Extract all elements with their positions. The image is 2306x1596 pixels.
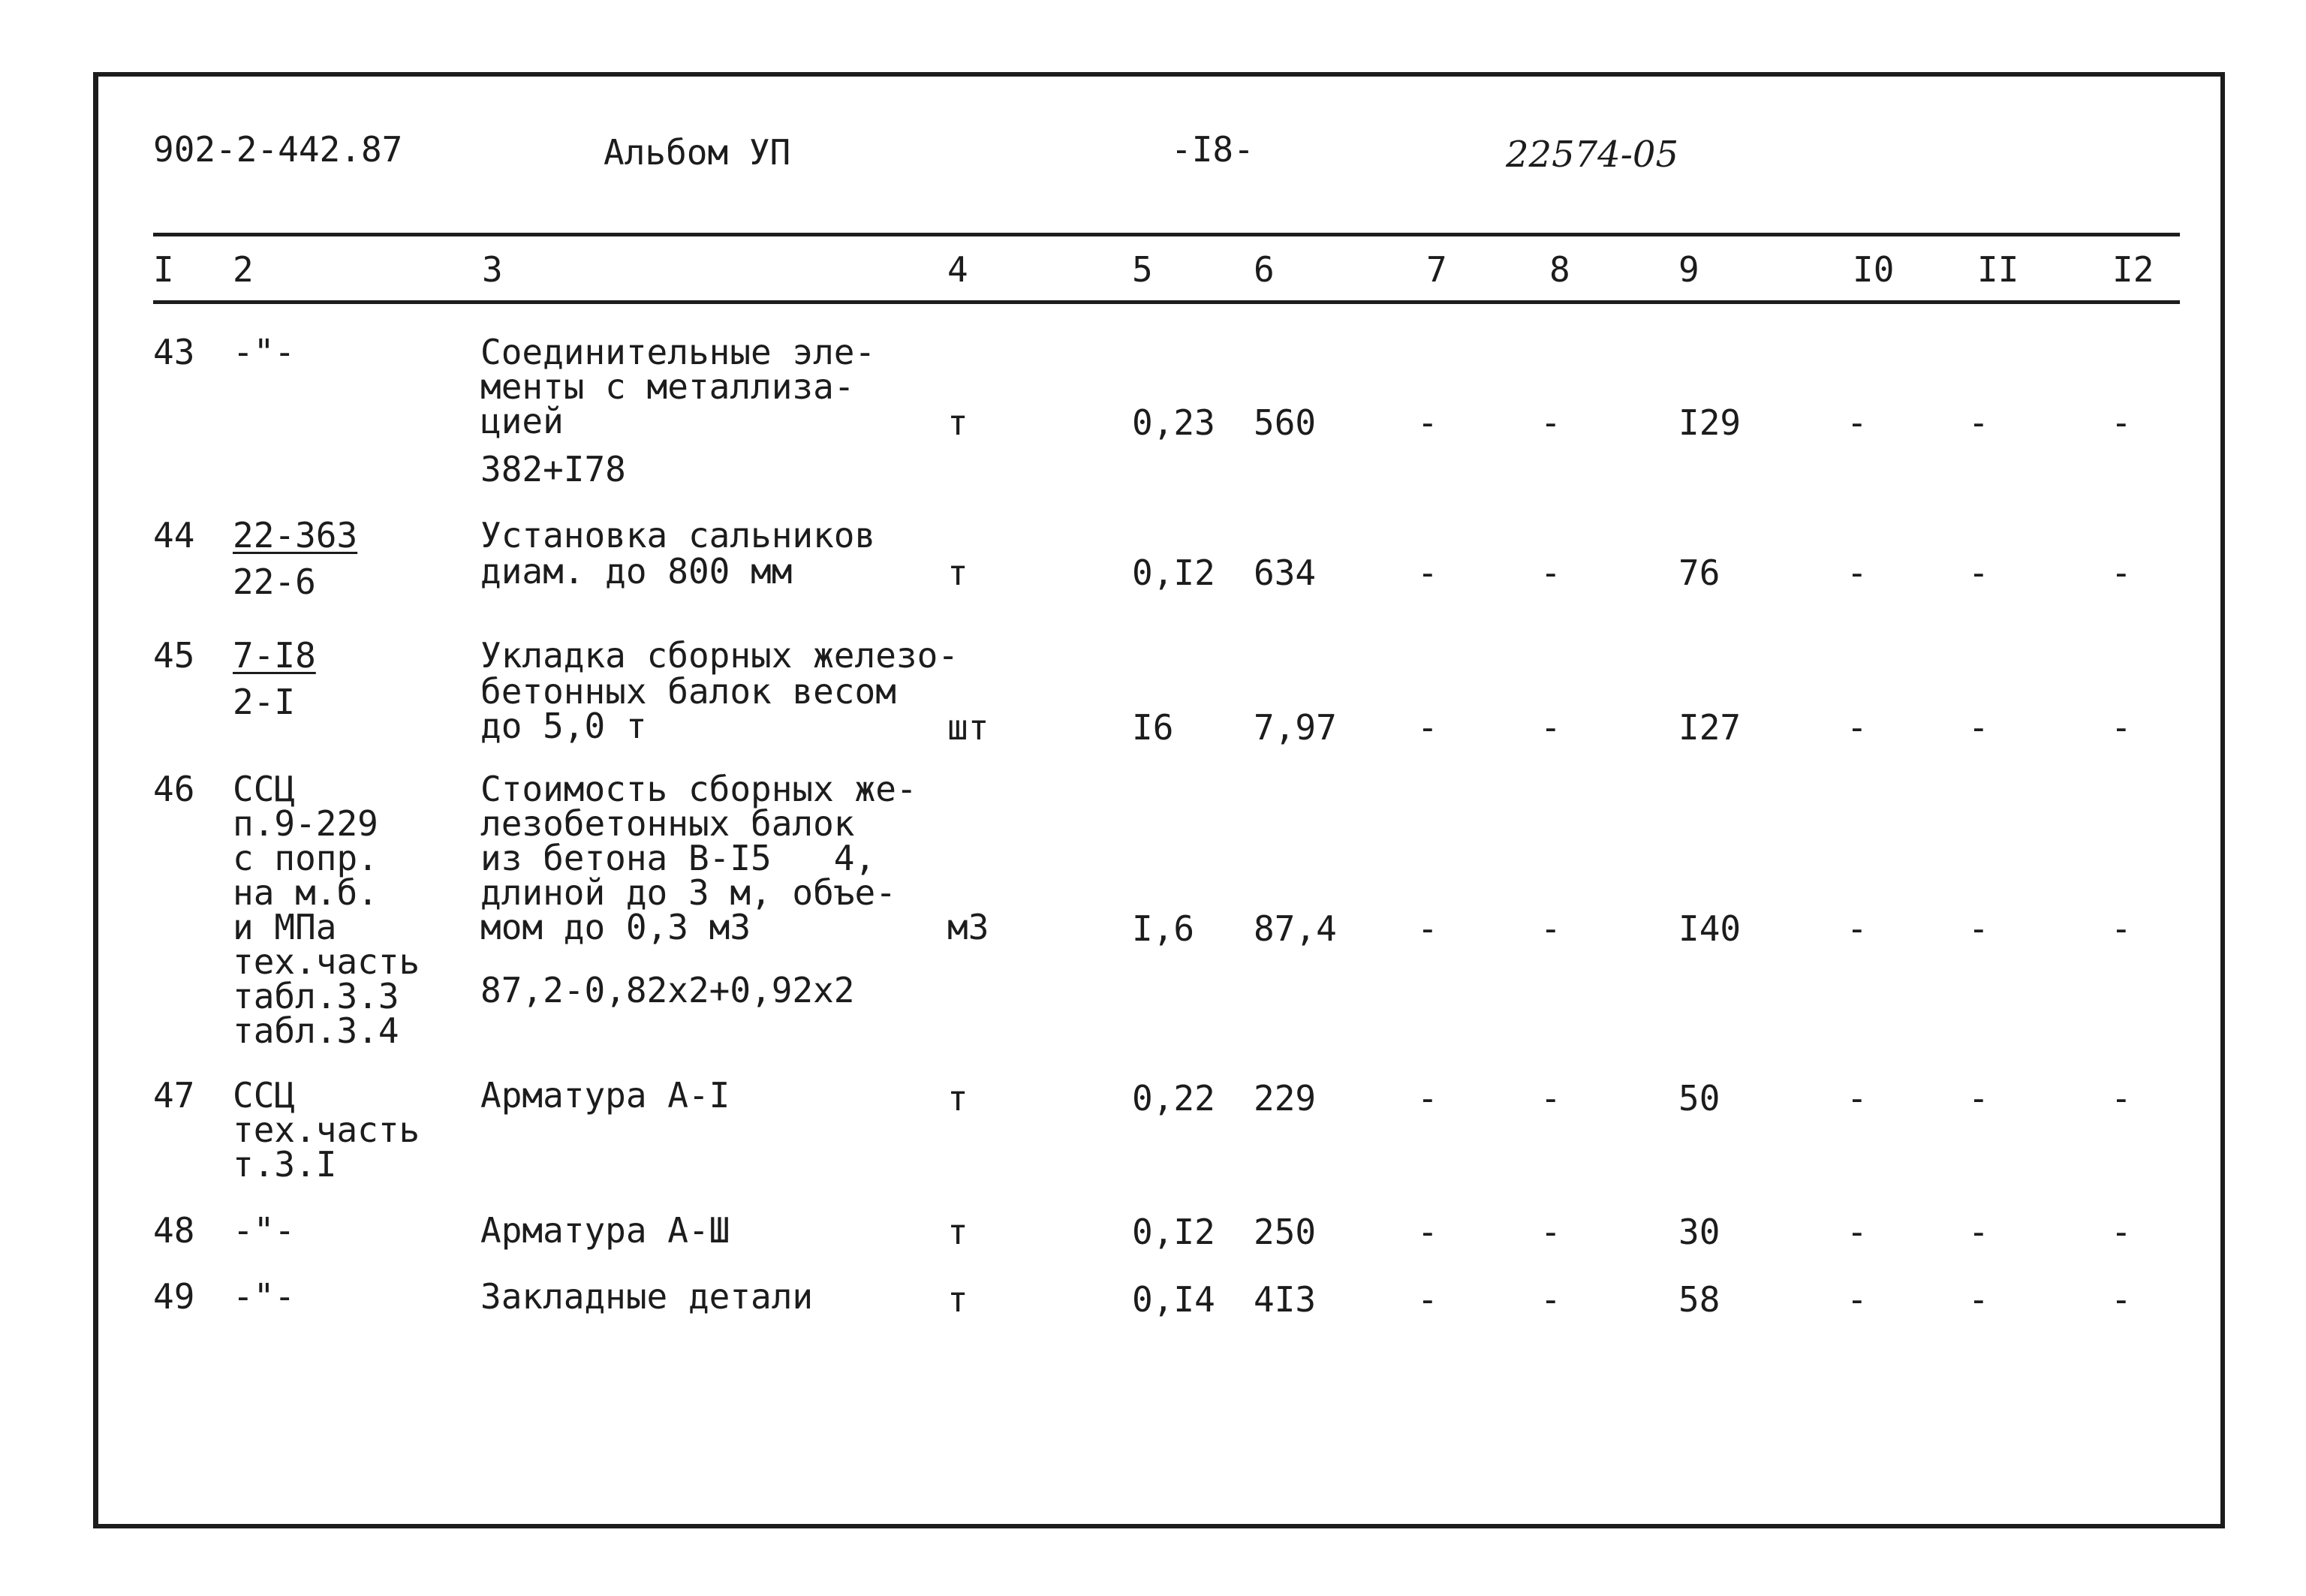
code-numerator: 22-363	[233, 515, 358, 556]
unit-cell: т	[947, 1078, 968, 1119]
column-header: 3	[482, 249, 503, 290]
dash-cell: -	[1968, 1279, 1989, 1320]
album-label: Альбом УП	[604, 132, 791, 173]
dash-cell: -	[1847, 908, 1868, 949]
dash-cell: -	[1968, 1212, 1989, 1252]
price-cell: 7,97	[1254, 707, 1337, 748]
code-line: и МПа	[233, 907, 337, 947]
dash-cell: -	[1540, 707, 1561, 748]
ditto-mark: -"-	[233, 1210, 296, 1251]
code-line: ССЦ	[233, 769, 296, 809]
dash-cell: -	[1417, 1279, 1438, 1320]
dash-cell: -	[1417, 707, 1438, 748]
total-cell: 58	[1678, 1279, 1720, 1320]
total-cell: I40	[1678, 908, 1742, 949]
dash-cell: -	[2111, 707, 2132, 748]
calculation-formula: 87,2-0,82х2+0,92х2	[480, 970, 855, 1010]
row-number: 47	[153, 1075, 195, 1116]
unit-cell: м3	[947, 907, 989, 947]
code-line: тех.часть	[233, 941, 420, 982]
description-line: Арматура А-Ш	[480, 1210, 730, 1251]
description-line: Соединительные эле-	[480, 332, 876, 372]
description-line: бетонных балок весом	[480, 671, 896, 712]
total-cell: 50	[1678, 1078, 1720, 1119]
code-line: т.3.I	[233, 1144, 337, 1185]
description-line: Арматура А-I	[480, 1075, 730, 1116]
price-cell: 87,4	[1254, 908, 1337, 949]
dash-cell: -	[1847, 1279, 1868, 1320]
code-line: на м.б.	[233, 872, 378, 913]
dash-cell: -	[1968, 908, 1989, 949]
code-line: табл.3.3	[233, 976, 399, 1016]
column-header: 4	[947, 249, 968, 290]
dash-cell: -	[1540, 1279, 1561, 1320]
dash-cell: -	[1417, 402, 1438, 443]
column-header: II	[1977, 249, 2019, 290]
code-line: тех.часть	[233, 1110, 420, 1150]
total-cell: I27	[1678, 707, 1742, 748]
column-header: 8	[1549, 249, 1570, 290]
total-cell: I29	[1678, 402, 1742, 443]
column-header: I	[153, 249, 174, 290]
dash-cell: -	[1540, 1078, 1561, 1119]
row-number: 43	[153, 332, 195, 372]
dash-cell: -	[1847, 402, 1868, 443]
page-number: -I8-	[1171, 129, 1254, 170]
code-line: табл.3.4	[233, 1010, 399, 1051]
handwritten-number: 22574-05	[1506, 134, 1678, 176]
dash-cell: -	[1417, 1212, 1438, 1252]
dash-cell: -	[1417, 908, 1438, 949]
description-line: до 5,0 т	[480, 706, 647, 746]
row-number: 46	[153, 769, 195, 809]
price-cell: 560	[1254, 402, 1317, 443]
description-line: менты с металлиза-	[480, 366, 855, 407]
dash-cell: -	[1847, 707, 1868, 748]
header-top-rule	[153, 233, 2180, 236]
row-number: 48	[153, 1210, 195, 1251]
quantity-cell: I,6	[1132, 908, 1195, 949]
dash-cell: -	[2111, 1279, 2132, 1320]
row-number: 49	[153, 1276, 195, 1317]
description-line: диам. до 800 мм	[480, 551, 793, 592]
column-header: 5	[1132, 249, 1153, 290]
column-header: 2	[233, 249, 254, 290]
dash-cell: -	[1968, 707, 1989, 748]
price-cell: 229	[1254, 1078, 1317, 1119]
dash-cell: -	[2111, 402, 2132, 443]
description-line: цией	[480, 401, 564, 441]
dash-cell: -	[1847, 1078, 1868, 1119]
row-number: 45	[153, 635, 195, 676]
column-header: I2	[2112, 249, 2154, 290]
dash-cell: -	[1847, 1212, 1868, 1252]
price-cell: 634	[1254, 553, 1317, 593]
quantity-cell: 0,I2	[1132, 553, 1215, 593]
dash-cell: -	[1540, 908, 1561, 949]
ditto-mark: -"-	[233, 332, 296, 372]
total-cell: 76	[1678, 553, 1720, 593]
description-line: Установка сальников	[480, 515, 876, 556]
unit-cell: т	[947, 402, 968, 443]
dash-cell: -	[2111, 908, 2132, 949]
dash-cell: -	[1540, 1212, 1561, 1252]
dash-cell: -	[1968, 553, 1989, 593]
column-header: 7	[1426, 249, 1447, 290]
price-cell: 4I3	[1254, 1279, 1317, 1320]
code-numerator: 7-I8	[233, 635, 316, 676]
unit-cell: т	[947, 553, 968, 593]
dash-cell: -	[1417, 1078, 1438, 1119]
quantity-cell: 0,22	[1132, 1078, 1215, 1119]
dash-cell: -	[1968, 402, 1989, 443]
header-bottom-rule	[153, 300, 2180, 304]
code-denominator: 2-I	[233, 682, 296, 722]
description-line: из бетона В-I5 4,	[480, 838, 876, 878]
unit-cell: шт	[947, 707, 989, 748]
dash-cell: -	[1968, 1078, 1989, 1119]
code-line: ССЦ	[233, 1075, 296, 1116]
description-line: мом до 0,3 м3	[480, 907, 751, 947]
quantity-cell: I6	[1132, 707, 1174, 748]
dash-cell: -	[2111, 553, 2132, 593]
price-cell: 250	[1254, 1212, 1317, 1252]
total-cell: 30	[1678, 1212, 1720, 1252]
code-line: п.9-229	[233, 803, 378, 844]
code-line: с попр.	[233, 838, 378, 878]
unit-cell: т	[947, 1212, 968, 1252]
ditto-mark: -"-	[233, 1276, 296, 1317]
column-header: 9	[1678, 249, 1699, 290]
quantity-cell: 0,I2	[1132, 1212, 1215, 1252]
description-line: Закладные детали	[480, 1276, 814, 1317]
dash-cell: -	[2111, 1212, 2132, 1252]
description-line: Укладка сборных железо-	[480, 635, 959, 676]
unit-cell: т	[947, 1279, 968, 1320]
code-denominator: 22-6	[233, 562, 316, 602]
dash-cell: -	[1847, 553, 1868, 593]
quantity-cell: 0,I4	[1132, 1279, 1215, 1320]
dash-cell: -	[2111, 1078, 2132, 1119]
calculation-formula: 382+I78	[480, 449, 626, 489]
row-number: 44	[153, 515, 195, 556]
column-header: I0	[1853, 249, 1895, 290]
dash-cell: -	[1540, 553, 1561, 593]
column-header: 6	[1254, 249, 1275, 290]
document-code: 902-2-442.87	[153, 129, 403, 170]
description-line: лезобетонных балок	[480, 803, 855, 844]
dash-cell: -	[1540, 402, 1561, 443]
description-line: длиной до 3 м, объе-	[480, 872, 896, 913]
dash-cell: -	[1417, 553, 1438, 593]
quantity-cell: 0,23	[1132, 402, 1215, 443]
description-line: Стоимость сборных же-	[480, 769, 917, 809]
